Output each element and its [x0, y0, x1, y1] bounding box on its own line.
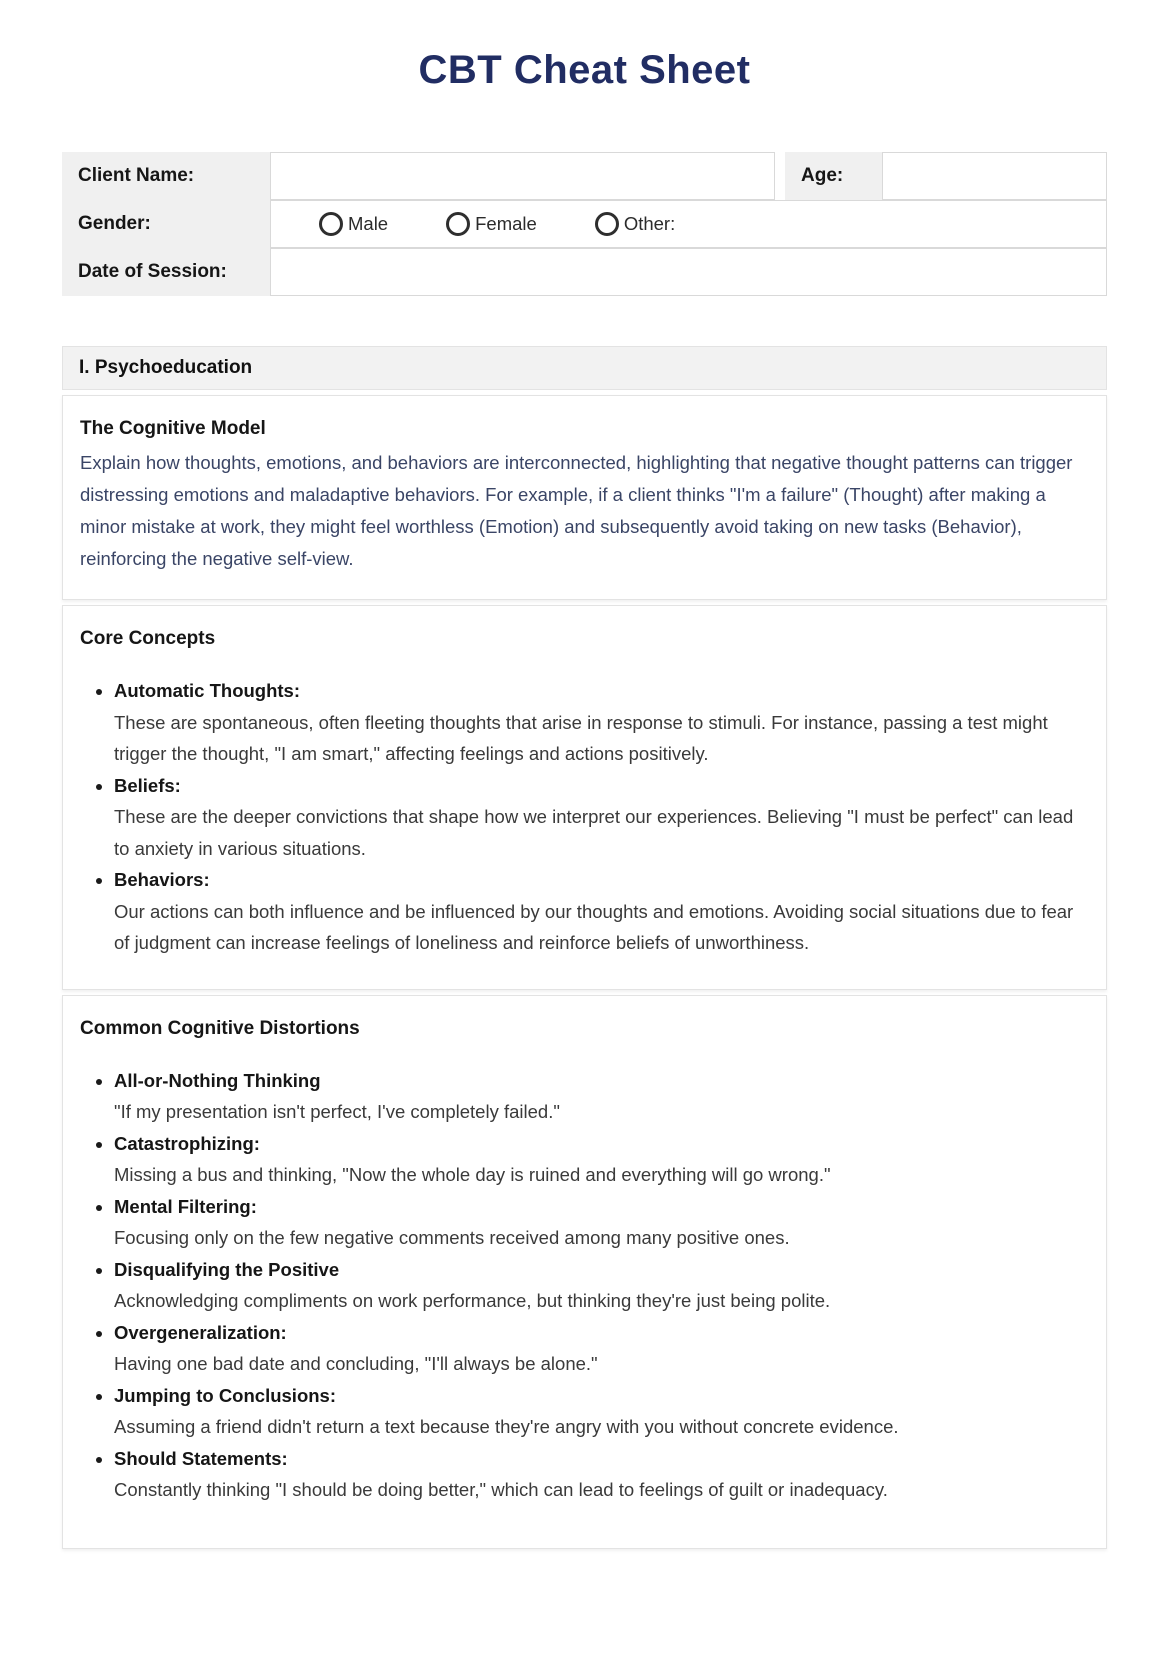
gender-radio-male[interactable]	[319, 212, 343, 236]
gender-option-female	[446, 212, 537, 236]
list-item-automatic-thoughts	[114, 675, 1088, 770]
distortion-term: Catastrophizing:	[114, 1132, 260, 1154]
distortion-example: Having one bad date and concluding, "I'll always be alone."	[114, 1353, 598, 1374]
distortion-example: Missing a bus and thinking, "Now the whole day is ruined and everything will go wrong."	[114, 1164, 831, 1185]
concept-description: Our actions can both influence and be influenced by our thoughts and emotions. Avoiding social situations due to fear of judgment can increase feelings of loneliness and reinforce beliefs of unworthiness.	[114, 900, 1074, 953]
cognitive-distortions-heading: Common Cognitive Distortions	[80, 1017, 360, 1039]
distortion-term: Overgeneralization:	[114, 1321, 287, 1343]
date-of-session-input[interactable]	[270, 248, 1107, 296]
gender-option-male-label: Male	[348, 213, 389, 234]
distortion-term: Jumping to Conclusions:	[114, 1384, 336, 1406]
list-item-mental-filtering	[114, 1191, 1088, 1254]
concept-term: Beliefs:	[114, 774, 181, 796]
document-page	[0, 47, 1176, 1549]
section-header-psychoeducation: I. Psychoeducation	[62, 346, 1107, 390]
core-concepts-heading: Core Concepts	[80, 628, 216, 649]
cognitive-model-heading: The Cognitive Model	[80, 418, 266, 439]
page-title: CBT Cheat Sheet	[418, 48, 751, 92]
distortion-term: Should Statements:	[114, 1447, 288, 1469]
list-item-catastrophizing	[114, 1128, 1088, 1191]
distortion-term: Disqualifying the Positive	[114, 1258, 340, 1280]
client-name-input[interactable]	[270, 152, 775, 200]
concept-term: Behaviors:	[114, 869, 210, 890]
age-input[interactable]	[882, 152, 1107, 200]
gender-option-other-label: Other:	[623, 213, 676, 234]
distortion-term: Mental Filtering:	[114, 1195, 257, 1217]
distortion-example: Constantly thinking "I should be doing better," which can lead to feelings of guilt or inadequacy.	[114, 1479, 888, 1500]
client-name-label: Client Name:	[62, 152, 270, 200]
concept-term: Automatic Thoughts:	[114, 680, 301, 701]
cognitive-distortions-list	[80, 1065, 1088, 1506]
distortion-term: All-or-Nothing Thinking	[114, 1069, 321, 1091]
gender-label: Gender:	[62, 200, 270, 248]
list-item-should-statements	[114, 1443, 1088, 1506]
cognitive-model-paragraph: Explain how thoughts, emotions, and behaviors are interconnected, highlighting that negative thought patterns can trigger distressing emotions and maladaptive behaviors. For example, if a client thinks "I'm a failure" (Thought) after making a minor mistake at work, they might feel worthless (Emotion) and subsequently avoid taking on new tasks (Behavior), reinforcing the negative self-view.	[80, 452, 1073, 569]
list-item-overgeneralization	[114, 1317, 1088, 1380]
distortion-example: "If my presentation isn't perfect, I've completely failed."	[114, 1101, 560, 1122]
date-of-session-label: Date of Session:	[62, 248, 270, 296]
distortion-example: Assuming a friend didn't return a text because they're angry with you without concrete evidence.	[114, 1416, 899, 1437]
list-item-behaviors	[114, 864, 1088, 959]
core-concepts-box	[62, 605, 1107, 990]
gender-radio-female[interactable]	[446, 212, 470, 236]
client-info-form	[62, 152, 1107, 296]
list-item-beliefs	[114, 770, 1088, 865]
cognitive-distortions-box	[62, 995, 1107, 1549]
distortion-example: Acknowledging compliments on work performance, but thinking they're just being polite.	[114, 1290, 831, 1311]
form-spacer	[775, 152, 785, 200]
gender-radio-other[interactable]	[595, 212, 619, 236]
list-item-jumping-to-conclusions	[114, 1380, 1088, 1443]
gender-options-row	[270, 200, 1107, 248]
age-label: Age:	[785, 152, 882, 200]
gender-option-female-label: Female	[475, 213, 537, 234]
concept-description: These are the deeper convictions that shape how we interpret our experiences. Believing "I must be perfect" can lead to anxiety in various situations.	[114, 806, 1074, 859]
cognitive-model-box	[62, 395, 1107, 600]
gender-option-male	[319, 212, 388, 236]
list-item-all-or-nothing	[114, 1065, 1088, 1128]
distortion-example: Focusing only on the few negative comments received among many positive ones.	[114, 1227, 790, 1248]
core-concepts-list	[80, 675, 1088, 959]
concept-description: These are spontaneous, often fleeting thoughts that arise in response to stimuli. For instance, passing a test might trigger the thought, "I am smart," affecting feelings and actions positively.	[114, 711, 1048, 764]
gender-option-other	[595, 212, 675, 236]
list-item-disqualifying-positive	[114, 1254, 1088, 1317]
